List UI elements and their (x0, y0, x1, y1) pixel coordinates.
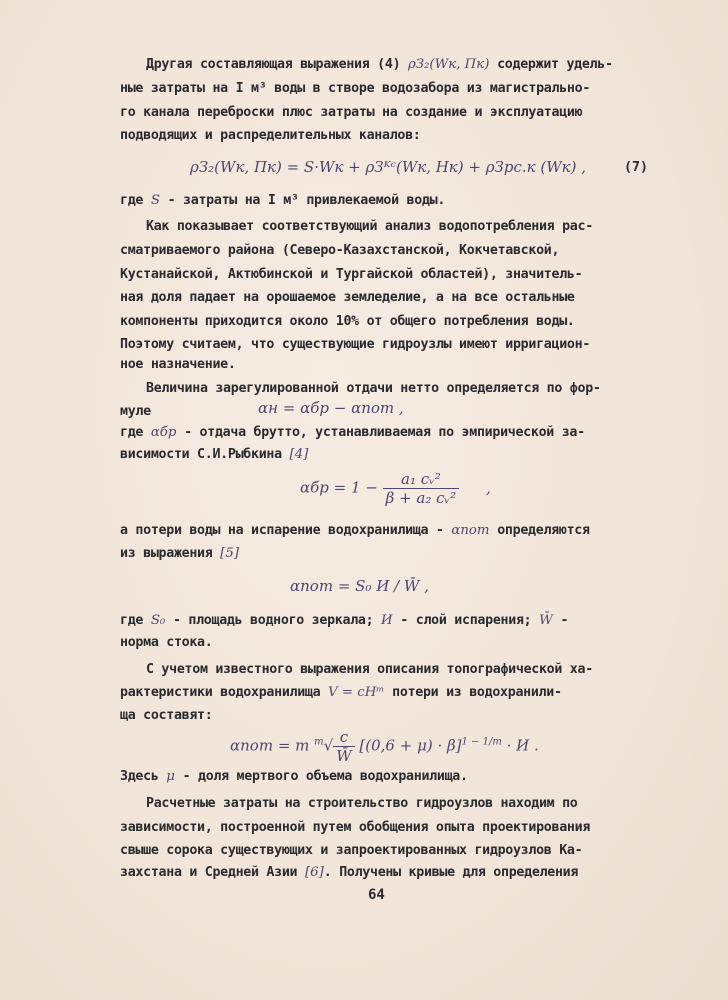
text-line-13: Величина зарегулированной отдачи нетто определяется по фор- (146, 381, 601, 396)
text-span: - затраты на I м³ привлекаемой воды. (159, 193, 446, 208)
reference-mark: [6] (304, 865, 324, 880)
handwritten-symbol: W̄ (539, 613, 553, 628)
text-line-19 (120, 612, 568, 630)
formula-reservoir-loss (230, 728, 539, 765)
fraction-numerator: a₁ cᵥ² (383, 470, 460, 489)
text-line-26: зависимости, построенной путем обобщения опыта проектирования (120, 820, 591, 835)
text-line-20: норма стока. (120, 635, 213, 650)
text-span: - слой испарения; (392, 613, 540, 628)
formula-evaporation-loss: αпот = S₀ И / W̄ , (290, 577, 429, 595)
text-span: а потери воды на испарение водохранилища - (120, 523, 452, 538)
text-span: - (552, 613, 569, 628)
formula-body: [(0,6 + μ) · β] (359, 736, 462, 755)
root-fraction (333, 728, 354, 765)
text-line-10: компоненты приходится около 10% от общего потребления воды. (120, 314, 575, 329)
text-line-18 (120, 545, 239, 563)
formula-7: ρЗ₂(Wк, Πк) = S·Wк + ρЗᴷᶜ(Wк, Hк) + ρЗрс.к (Wк) , (190, 158, 586, 176)
text-line-6: Как показывает соответствующий анализ водопотребления рас- (146, 219, 593, 234)
text-span: где (120, 425, 151, 440)
text-line-22 (120, 684, 562, 702)
text-span: рактеристики водохранилища (120, 685, 329, 700)
root-index: m (314, 736, 324, 748)
handwritten-expression: ρЗ₂(Wк, Πк) (407, 57, 490, 72)
radical-sign: √ (323, 736, 334, 755)
text-span: - отдача брутто, устанавливаемая по эмпирической за- (176, 425, 585, 440)
text-span: Другая составляющая выражения (4) (146, 57, 408, 72)
text-span: . Получены кривые для определения (323, 865, 579, 880)
handwritten-symbol: αбр (150, 425, 177, 440)
text-line-5 (120, 192, 445, 210)
text-line-15 (120, 424, 585, 442)
formula-lhs: αбр = 1 − (300, 478, 378, 497)
formula-comma: , (485, 478, 491, 497)
formula-7-number: (7) (624, 160, 649, 175)
handwritten-symbol: μ (166, 769, 175, 784)
text-line-8: Кустанайской, Актюбинской и Тургайской областей), значитель- (120, 267, 583, 282)
handwritten-symbol: S (150, 193, 160, 208)
formula-lhs: αпот = m (230, 736, 310, 755)
fraction-denominator: W̄ (336, 747, 352, 765)
text-line-7: сматриваемого района (Северо-Казахстанской, Кокчетавской, (120, 243, 560, 258)
fraction-denominator: β + a₂ cᵥ² (385, 489, 457, 507)
formula-net-yield: αн = αбр − αпот , (258, 399, 404, 417)
text-line-4: подводящих и распределительных каналов: (120, 128, 421, 143)
text-span: - доля мертвого объема водохранилища. (174, 769, 468, 784)
text-line-17 (120, 522, 590, 540)
text-line-23: ща составят: (120, 708, 213, 723)
handwritten-expression: V = cHᵐ (328, 685, 385, 700)
text-span: - площадь водного зеркала; (165, 613, 382, 628)
text-span: где (120, 613, 151, 628)
text-line-25: Расчетные затраты на строительство гидроузлов находим по (146, 796, 578, 811)
formula-tail: · И . (506, 736, 539, 755)
text-line-27: свыше сорока существующих и запроектированных гидроузлов Ка- (120, 843, 583, 858)
fraction (383, 470, 460, 507)
text-line-16 (120, 446, 308, 464)
text-line-21: С учетом известного выражения описания топографической ха- (146, 662, 593, 677)
reference-mark: [4] (289, 447, 309, 462)
text-line-11: Поэтому считаем, что существующие гидроузлы имеют ирригацион- (120, 337, 591, 352)
formula-exponent: 1 − 1/m (461, 736, 502, 748)
text-span: потери из водохранили- (384, 685, 562, 700)
page-number: 64 (368, 887, 385, 903)
text-span: Здесь (120, 769, 167, 784)
handwritten-symbol: S₀ (150, 613, 166, 628)
text-line-3: го канала переброски плюс затраты на создание и эксплуатацию (120, 105, 583, 120)
text-line-14: муле (120, 404, 151, 419)
text-span: висимости С.И.Рыбкина (120, 447, 290, 462)
fraction-numerator: c (333, 728, 354, 747)
text-span: содержит удель- (489, 57, 613, 72)
text-line-1 (146, 56, 613, 74)
text-span: из выражения (120, 546, 221, 561)
text-line-24 (120, 768, 468, 786)
text-span: определяются (489, 523, 590, 538)
text-line-9: ная доля падает на орошаемое земледелие, а на все остальные (120, 290, 575, 305)
formula-gross-yield (300, 470, 491, 507)
text-line-12: ное назначение. (120, 357, 236, 372)
text-span: где (120, 193, 151, 208)
text-span: захстана и Средней Азии (120, 865, 305, 880)
handwritten-symbol: αпот (451, 523, 490, 538)
text-line-28 (120, 864, 578, 882)
reference-mark: [5] (220, 546, 240, 561)
text-line-2: ные затраты на I м³ воды в створе водозабора из магистрально- (120, 81, 591, 96)
handwritten-symbol: И (381, 613, 393, 628)
